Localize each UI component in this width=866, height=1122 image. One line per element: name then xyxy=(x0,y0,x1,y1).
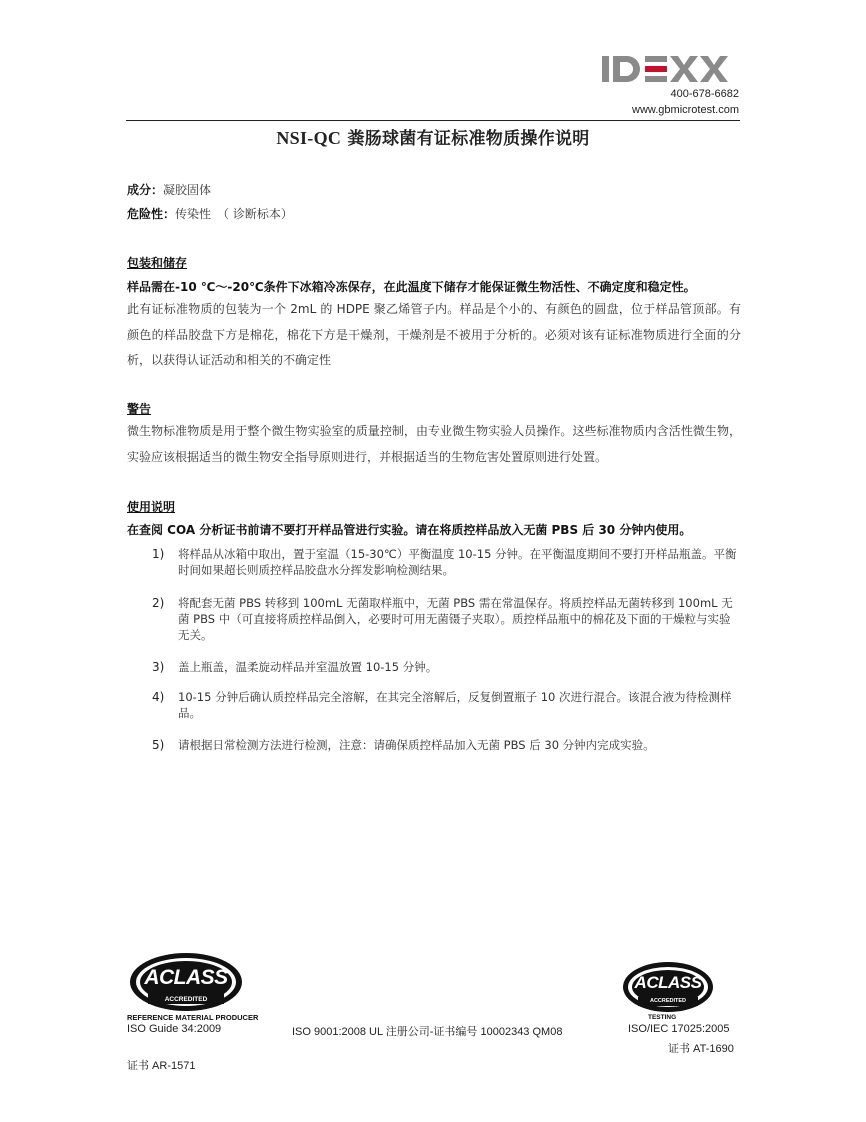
left-badge-brand: ACLASS xyxy=(144,966,228,989)
storage-paragraph: 此有证标准物质的包装为一个 2mL 的 HDPE 聚乙烯管子内。样品是个小的、有颜色的圆盘，位于样品管顶部。有颜色的样品胶盘下方是棉花，棉花下方是干燥剂，干燥剂是不被用于分析的。必须对该有证标准物质进行全面的分析，以获得认证活动和相关的不确定性 xyxy=(127,302,741,367)
storage-heading: 包装和储存 xyxy=(127,256,188,270)
left-badge-sub: ACCREDITED xyxy=(164,996,208,1003)
step-text: 盖上瓶盖，温柔旋动样品并室温放置 10-15 分钟。 xyxy=(178,660,438,674)
right-cert-number: 证书 AT-1690 xyxy=(668,1043,734,1055)
composition-line xyxy=(127,178,211,203)
page-title xyxy=(126,124,740,149)
hazard-label: 危险性： xyxy=(127,207,176,221)
iso-guide-text: ISO Guide 34:2009 xyxy=(127,1023,222,1035)
right-badge-brand: ACLASS xyxy=(634,973,702,992)
left-badge-caption: REFERENCE MATERIAL PRODUCER xyxy=(127,1013,259,1022)
step-number: 3) xyxy=(152,660,165,674)
step-number: 2) xyxy=(152,596,165,610)
phone-number: 400-678-6682 xyxy=(670,88,739,100)
storage-condition: 样品需在-10 ℃～-20℃条件下冰箱冷冻保存，在此温度下储存才能保证微生物活性、不确定度和稳定性。 xyxy=(127,280,696,294)
title-text: 粪肠球菌有证标准物质操作说明 xyxy=(347,129,590,149)
step-text: 将配套无菌 PBS 转移到 100mL 无菌取样瓶中，无菌 PBS 需在常温保存。将质控样品无菌转移到 100mL 无菌 PBS 中（可直接将质控样品倒入，必要时可用无菌镊子夹取）。质控样品瓶中的棉花及下面的干燥粒与实验无关。 xyxy=(178,596,733,642)
step-number: 4) xyxy=(152,690,165,704)
iso-9001-text: ISO 9001:2008 UL 注册公司-证书编号 10002343 QM08 xyxy=(292,1026,563,1038)
warning-paragraph: 微生物标准物质是用于整个微生物实验室的质量控制，由专业微生物实验人员操作。这些标准物质内含活性微生物，实验应该根据适当的微生物安全指导原则进行，并根据适当的生物危害处置原则进行处置。 xyxy=(127,424,741,464)
step-text: 10-15 分钟后确认质控样品完全溶解，在其完全溶解后，反复倒置瓶子 10 次进行混合。该混合液为待检测样品。 xyxy=(178,690,732,720)
idexx-logo xyxy=(600,52,732,86)
step-number: 1) xyxy=(152,547,165,561)
composition-value: 凝胶固体 xyxy=(163,183,212,197)
usage-heading: 使用说明 xyxy=(127,500,176,514)
warning-heading: 警告 xyxy=(127,402,152,416)
step-text: 将样品从冰箱中取出，置于室温（15-30℃）平衡温度 10-15 分钟。在平衡温度期间不要打开样品瓶盖。平衡时间如果超长则质控样品胶盘水分挥发影响检测结果。 xyxy=(178,547,737,577)
header-divider xyxy=(126,120,740,121)
website-link[interactable]: www.gbmicrotest.com xyxy=(632,104,739,116)
usage-notice: 在查阅 COA 分析证书前请不要打开样品管进行实验。请在将质控样品放入无菌 PBS 后 30 分钟内使用。 xyxy=(127,523,692,537)
title-code: NSI-QC xyxy=(276,128,342,148)
left-cert-number: 证书 AR-1571 xyxy=(127,1060,196,1072)
hazard-line xyxy=(127,202,293,227)
right-badge-caption: TESTING xyxy=(648,1014,677,1021)
iso-17025-text: ISO/IEC 17025:2005 xyxy=(628,1023,730,1035)
hazard-value: 传染性 （ 诊断标本） xyxy=(175,207,293,221)
composition-label: 成分： xyxy=(127,183,164,197)
right-badge-sub: ACCREDITED xyxy=(649,998,687,1004)
step-number: 5) xyxy=(152,738,165,752)
step-text: 请根据日常检测方法进行检测，注意：请确保质控样品加入无菌 PBS 后 30 分钟内完成实验。 xyxy=(178,738,655,752)
